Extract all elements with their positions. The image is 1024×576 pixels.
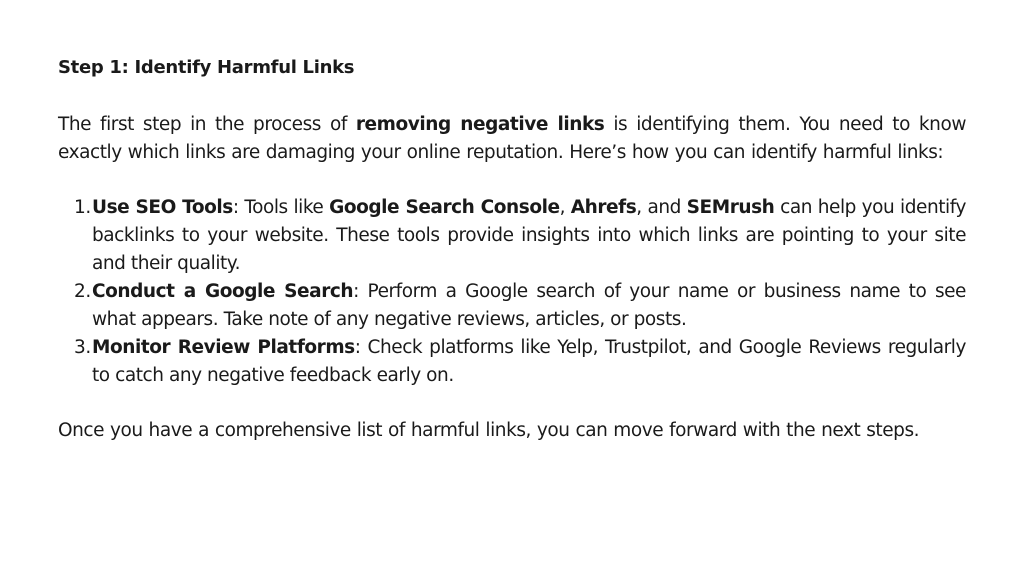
list-number: 3.: [74, 337, 91, 358]
intro-paragraph: [58, 111, 966, 167]
conclusion-paragraph: Once you have a comprehensive list of harmful links, you can move forward with the next steps.: [58, 420, 920, 441]
tool-name: Ahrefs: [570, 197, 637, 218]
tool-name: SEMrush: [686, 197, 775, 218]
list-item: [58, 194, 966, 278]
list-item: [58, 278, 966, 334]
list-item-title: Monitor Review Platforms: [92, 337, 355, 358]
steps-list: [58, 194, 966, 390]
list-item-title: Use SEO Tools: [92, 197, 233, 218]
list-item-text: can help you identify backlinks to your website. These tools provide insights into which links are pointing to your site and their quality.: [92, 197, 966, 274]
list-item-text: , and: [636, 197, 687, 218]
list-item: [58, 334, 966, 390]
list-item-title: Conduct a Google Search: [92, 281, 354, 302]
document-page: [58, 55, 966, 445]
list-item-text: : Perform a Google search of your name or business name to see what appears. Take note of any negative reviews, articles, or posts.: [92, 281, 966, 330]
list-number: 1.: [74, 197, 91, 218]
section-heading: Step 1: Identify Harmful Links: [58, 57, 355, 78]
intro-text-after: is identifying them. You need to know exactly which links are damaging your online reputation. Here’s how you can identify harmful links:: [58, 114, 967, 163]
intro-text-before: The first step in the process of: [58, 114, 356, 135]
list-item-text: ,: [559, 197, 571, 218]
list-item-text: : Tools like: [232, 197, 330, 218]
intro-bold-phrase: removing negative links: [355, 114, 605, 135]
tool-name: Google Search Console: [329, 197, 560, 218]
list-number: 2.: [74, 281, 91, 302]
list-item-text: : Check platforms like Yelp, Trustpilot, and Google Reviews regularly to catch any negative feedback early on.: [92, 337, 966, 386]
